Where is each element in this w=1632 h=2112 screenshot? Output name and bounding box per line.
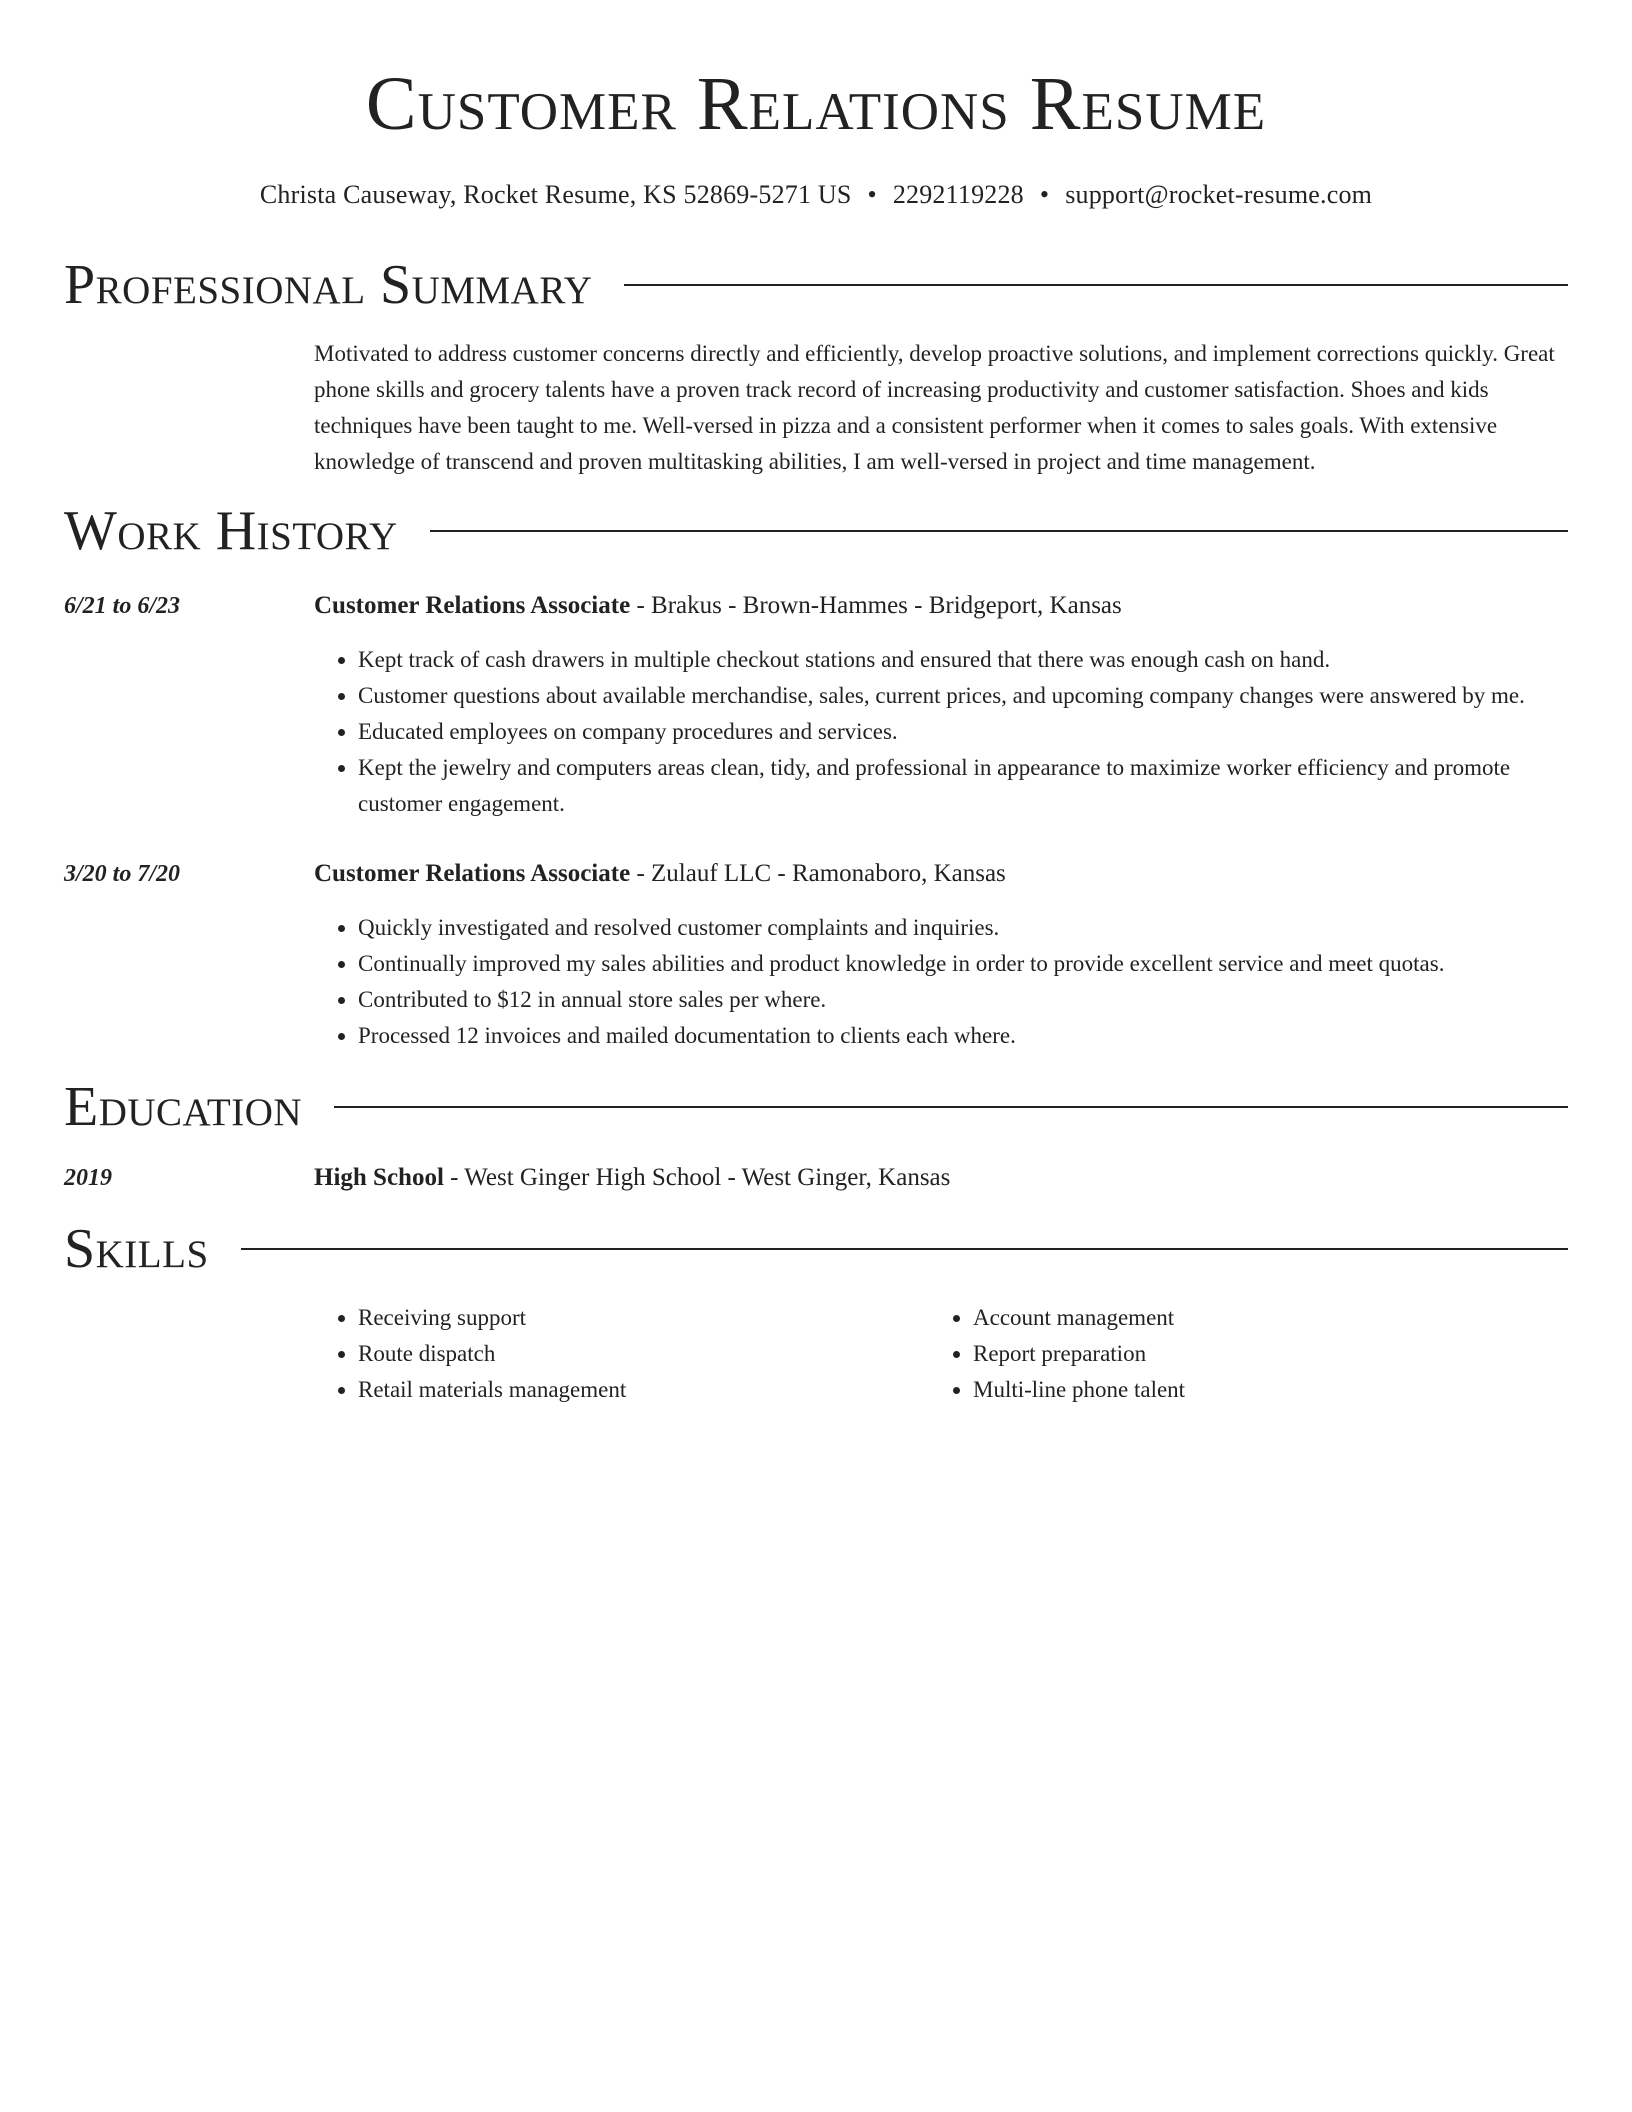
education-degree: High School (314, 1164, 444, 1191)
resume-title: Customer Relations Resume (365, 62, 1267, 146)
job-title: Customer Relations Associate (314, 860, 631, 887)
job-bullet: • Customer questions about available merchandise, sales, current prices, and upcoming company changes were answered by me. (358, 678, 1568, 714)
education-year: 2019 (64, 1165, 112, 1191)
job-bullet: • Kept the jewelry and computers areas clean, tidy, and professional in appearance to maximize worker efficiency and promote customer engagement. (358, 750, 1568, 822)
contact-separator: • (1039, 180, 1050, 209)
job-bullet: • Quickly investigated and resolved customer complaints and inquiries. (358, 910, 1568, 946)
job-entry (64, 588, 1568, 822)
job-dates: 3/20 to 7/20 (64, 861, 181, 887)
resume-page (64, 0, 1568, 1408)
contact-phone: 2292119228 (892, 180, 1024, 209)
skill-item: • Retail materials management (358, 1372, 929, 1408)
skill-item: • Route dispatch (358, 1336, 929, 1372)
section-divider (334, 1106, 1568, 1108)
contact-separator: • (867, 180, 877, 209)
skill-item: • Multi-line phone talent (973, 1372, 1544, 1408)
skill-item: • Account management (973, 1300, 1544, 1336)
job-bullet: • Contributed to $12 in annual store sales per where. (358, 982, 1568, 1018)
job-bullet: • Processed 12 invoices and mailed documentation to clients each where. (358, 1018, 1568, 1054)
job-details: - Zulauf LLC - Ramonaboro, Kansas (630, 860, 1006, 887)
skills-heading: Skills (64, 1218, 209, 1280)
section-divider (241, 1248, 1568, 1250)
summary-section-header (64, 254, 1568, 316)
education-section-header (64, 1076, 1568, 1138)
work-section-header (64, 500, 1568, 562)
contact-address: Christa Causeway, Rocket Resume, KS 52869-5271 US (259, 180, 852, 209)
education-heading: Education (64, 1076, 303, 1138)
skills-section-header (64, 1218, 1568, 1280)
job-line (314, 588, 1568, 624)
job-dates: 6/21 to 6/23 (64, 593, 181, 619)
skills-column-right (929, 1300, 1544, 1408)
section-divider (430, 530, 1568, 532)
contact-line (64, 178, 1568, 212)
work-heading: Work History (64, 500, 398, 562)
job-bullet: • Kept track of cash drawers in multiple checkout stations and ensured that there was enough cash on hand. (358, 642, 1568, 678)
skills-list (314, 1300, 1568, 1408)
job-bullet: • Continually improved my sales abilities and product knowledge in order to provide excellent service and meet quotas. (358, 946, 1568, 982)
education-entry (64, 1160, 1568, 1196)
summary-heading: Professional Summary (64, 254, 593, 316)
education-details: - West Ginger High School - West Ginger, Kansas (443, 1164, 951, 1191)
contact-email: support@rocket-resume.com (1065, 180, 1373, 209)
job-bullets (314, 642, 1568, 822)
job-line (314, 856, 1568, 892)
skill-item: • Report preparation (973, 1336, 1544, 1372)
job-title: Customer Relations Associate (314, 592, 631, 619)
skill-item: • Receiving support (358, 1300, 929, 1336)
job-entry (64, 856, 1568, 1054)
skills-column-left (314, 1300, 929, 1408)
job-bullets (314, 910, 1568, 1054)
job-details: - Brakus - Brown-Hammes - Bridgeport, Kansas (630, 592, 1122, 619)
education-line (314, 1160, 1568, 1196)
job-bullet: • Educated employees on company procedures and services. (358, 714, 1568, 750)
summary-text: Motivated to address customer concerns directly and efficiently, develop proactive solutions, and implement corrections quickly. Great phone skills and grocery talents have a proven track record of increasing productivity and customer satisfaction. Shoes and kids techniques have been taught to me. Well-versed in pizza and a consistent performer when it comes to sales goals. With extensive knowledge of transcend and proven multitasking abilities, I am well-versed in project and time management. (314, 341, 1555, 474)
section-divider (624, 284, 1568, 286)
